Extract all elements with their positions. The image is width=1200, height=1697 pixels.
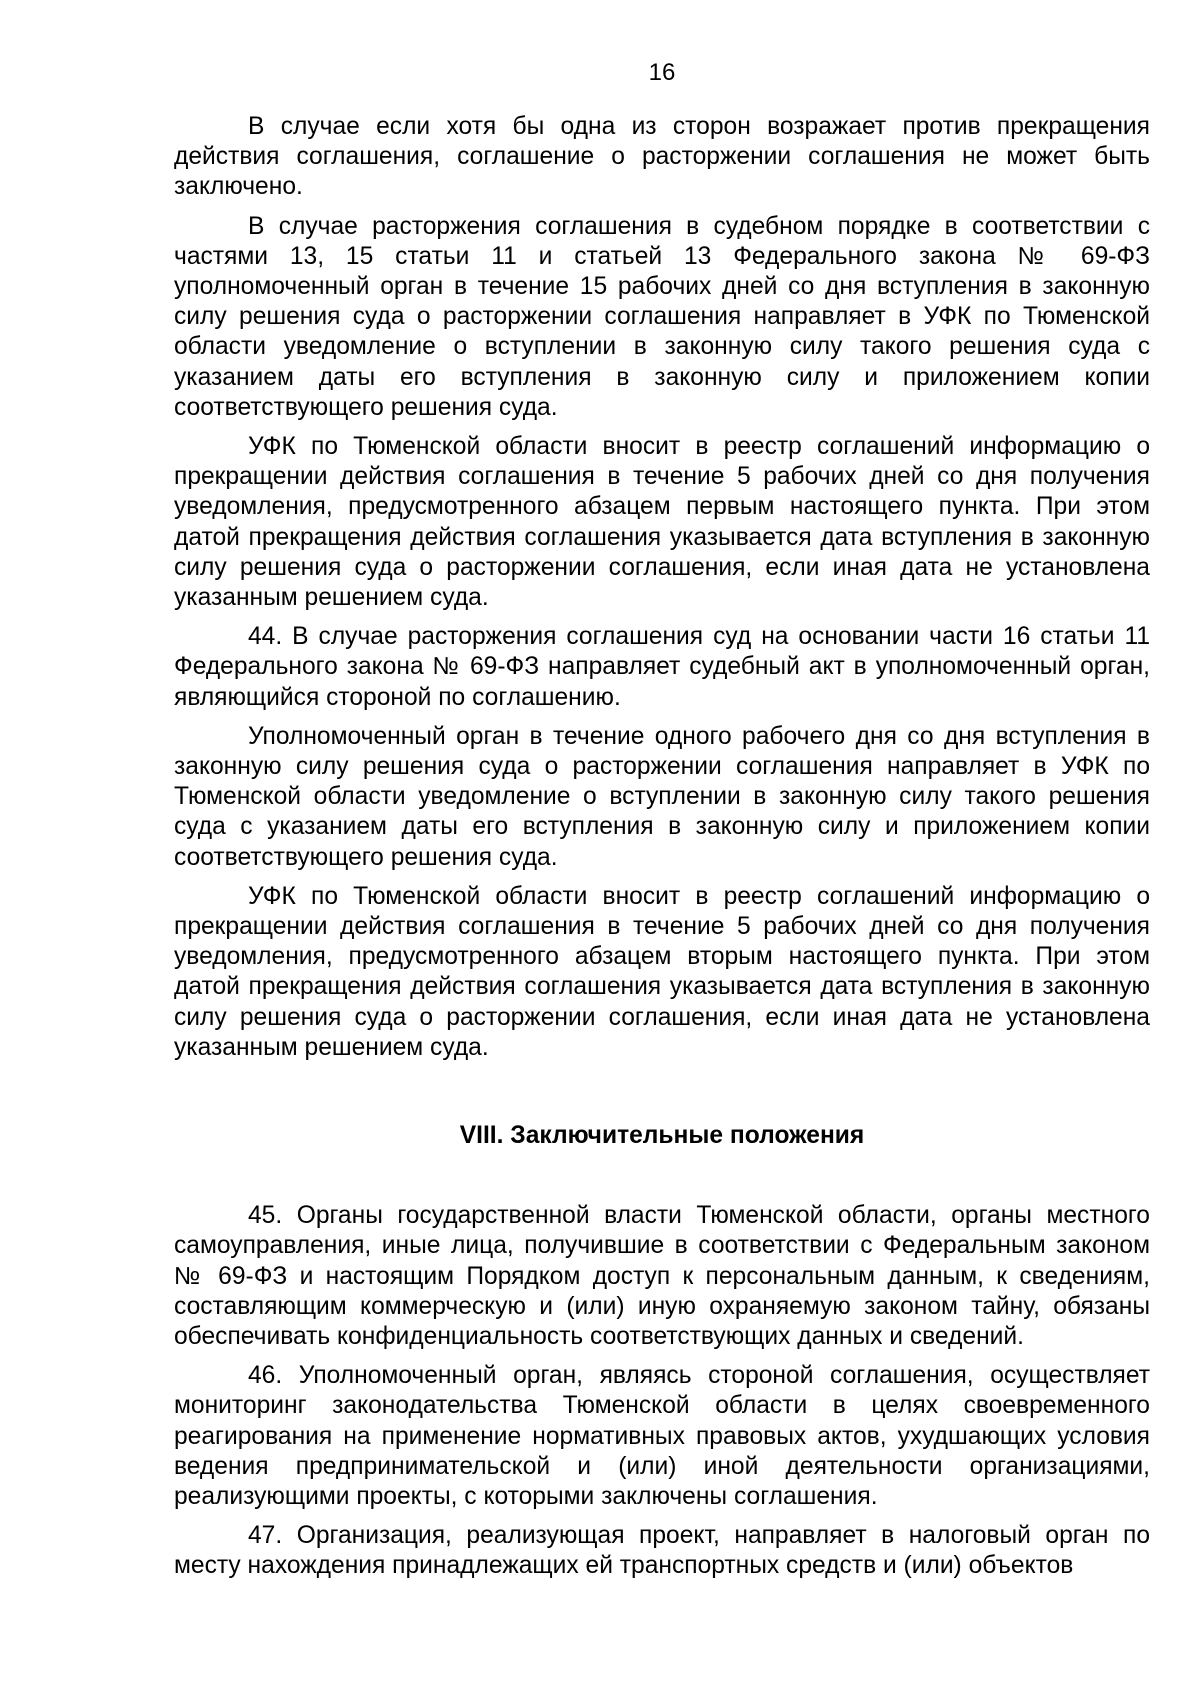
page-number: 16 xyxy=(648,59,676,86)
document-body xyxy=(174,112,1150,1591)
paragraph-item-46: 46. Уполномоченный орган, являясь стороной соглашения, осуществляет мониторинг законодательства Тюменской области в целях своевременного реагирования на применение нормативных правовых актов, ухудшающих условия ведения предпринимательской и (или) иной деятельности организациями, реализующими проекты, с которыми заключены соглашения. xyxy=(174,1362,1150,1510)
paragraph-item-45: 45. Органы государственной власти Тюменской области, органы местного самоуправления, иные лица, получившие в соответствии с Федеральным законом № 69-ФЗ и настоящим Порядком доступ к персональным данным, к сведениям, составляющим коммерческую и (или) иную охраняемую законом тайну, обязаны обеспечивать конфиденциальность соответствующих данных и сведений. xyxy=(174,1202,1150,1350)
section-title: VIII. Заключительные положения xyxy=(459,1122,865,1150)
paragraph-court-termination: В случае расторжения соглашения в судебном порядке в соответствии с частями 13, 15 статьи 11 и статьей 13 Федерального закона № 69-ФЗ уполномоченный орган в течение 15 рабочих дней со дня вступления в законную силу решения суда о расторжении соглашения направляет в УФК по Тюменской области уведомление о вступлении в законную силу такого решения суда с указанием даты его вступления в законную силу и приложением копии соответствующего решения суда. xyxy=(174,212,1150,421)
paragraph-registry-second: УФК по Тюменской области вносит в реестр соглашений информацию о прекращении действия соглашения в течение 5 рабочих дней со дня получения уведомления, предусмотренного абзацем вторым настоящего пункта. При этом датой прекращения действия соглашения указывается дата вступления в законную силу решения суда о расторжении соглашения, если иная дата не установлена указанным решением суда. xyxy=(174,882,1150,1061)
paragraph-item-44: 44. В случае расторжения соглашения суд на основании части 16 статьи 11 Федерального закона № 69-ФЗ направляет судебный акт в уполномоченный орган, являющийся стороной по соглашению. xyxy=(174,623,1150,711)
paragraph-authorized-body: Уполномоченный орган в течение одного рабочего дня со дня вступления в законную силу решения суда о расторжении соглашения направляет в УФК по Тюменской области уведомление о вступлении в законную силу такого решения суда с указанием даты его вступления в законную силу и приложением копии соответствующего решения суда. xyxy=(174,722,1150,871)
paragraph-item-47: 47. Организация, реализующая проект, направляет в налоговый орган по месту нахождения принадлежащих ей транспортных средств и (или) объектов xyxy=(174,1522,1150,1580)
paragraph-registry-first: УФК по Тюменской области вносит в реестр соглашений информацию о прекращении действия соглашения в течение 5 рабочих дней со дня получения уведомления, предусмотренного абзацем первым настоящего пункта. При этом датой прекращения действия соглашения указывается дата вступления в законную силу решения суда о расторжении соглашения, если иная дата не установлена указанным решением суда. xyxy=(174,433,1150,612)
paragraph-objection: В случае если хотя бы одна из сторон возражает против прекращения действия соглашения, соглашение о расторжении соглашения не может быть заключено. xyxy=(174,113,1150,201)
